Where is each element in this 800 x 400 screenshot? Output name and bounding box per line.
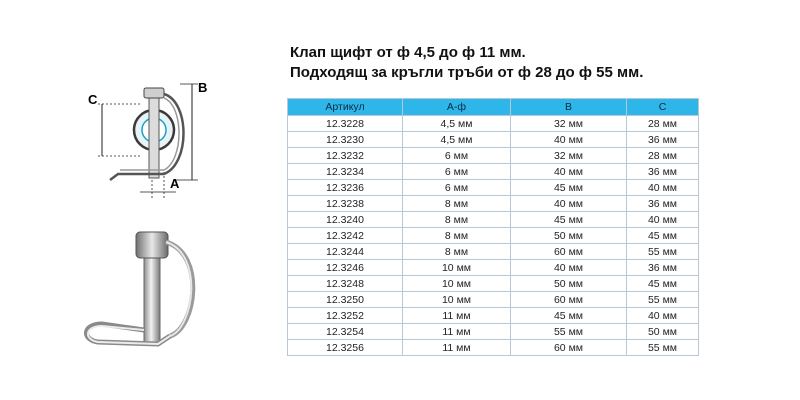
cell-a: 11 мм: [403, 340, 511, 356]
cell-b: 40 мм: [511, 260, 627, 276]
cell-a: 8 мм: [403, 212, 511, 228]
label-c: C: [88, 92, 98, 107]
cell-b: 40 мм: [511, 132, 627, 148]
label-b: B: [198, 80, 208, 95]
pin-body: [149, 90, 159, 178]
cell-a: 11 мм: [403, 308, 511, 324]
clip-pin-photo: [78, 224, 228, 374]
cell-b: 50 мм: [511, 276, 627, 292]
cell-b: 45 мм: [511, 308, 627, 324]
cell-a: 10 мм: [403, 276, 511, 292]
cell-a: 4,5 мм: [403, 132, 511, 148]
cell-a: 4,5 мм: [403, 116, 511, 132]
cell-c: 36 мм: [627, 196, 699, 212]
cell-b: 45 мм: [511, 180, 627, 196]
cell-b: 40 мм: [511, 196, 627, 212]
cell-article: 12.3228: [288, 116, 403, 132]
header-b: B: [511, 99, 627, 116]
cell-article: 12.3230: [288, 132, 403, 148]
cell-c: 28 мм: [627, 116, 699, 132]
product-photo: [78, 224, 228, 374]
cell-article: 12.3242: [288, 228, 403, 244]
table-row: [288, 324, 699, 340]
cell-a: 10 мм: [403, 292, 511, 308]
table-row: [288, 340, 699, 356]
header-article: Артикул: [288, 99, 403, 116]
cell-c: 40 мм: [627, 308, 699, 324]
label-a: A: [170, 176, 180, 191]
cell-b: 40 мм: [511, 164, 627, 180]
table-row: [288, 132, 699, 148]
table-row: [288, 244, 699, 260]
cell-c: 40 мм: [627, 212, 699, 228]
cell-article: 12.3238: [288, 196, 403, 212]
table-row: [288, 164, 699, 180]
cell-article: 12.3246: [288, 260, 403, 276]
cell-article: 12.3236: [288, 180, 403, 196]
cell-article: 12.3234: [288, 164, 403, 180]
cell-b: 32 мм: [511, 116, 627, 132]
cell-a: 8 мм: [403, 196, 511, 212]
cell-article: 12.3232: [288, 148, 403, 164]
cell-c: 45 мм: [627, 228, 699, 244]
cell-b: 60 мм: [511, 244, 627, 260]
cell-b: 50 мм: [511, 228, 627, 244]
table-row: [288, 228, 699, 244]
cell-c: 36 мм: [627, 164, 699, 180]
clip-pin-diagram: [80, 76, 220, 206]
table-row: [288, 308, 699, 324]
table-row: [288, 180, 699, 196]
cell-b: 55 мм: [511, 324, 627, 340]
cell-c: 28 мм: [627, 148, 699, 164]
header-a-diameter: А-ф: [403, 99, 511, 116]
cell-article: 12.3240: [288, 212, 403, 228]
cell-c: 50 мм: [627, 324, 699, 340]
header-c: C: [627, 99, 699, 116]
heading-line-1: Клап щифт от ф 4,5 до ф 11 мм.: [290, 44, 526, 61]
specs-table: [287, 98, 699, 356]
table-row: [288, 212, 699, 228]
table-row: [288, 276, 699, 292]
cell-b: 32 мм: [511, 148, 627, 164]
cell-c: 55 мм: [627, 292, 699, 308]
table-header-row: [288, 99, 699, 116]
cell-article: 12.3248: [288, 276, 403, 292]
product-heading: [290, 43, 643, 83]
cell-c: 55 мм: [627, 340, 699, 356]
cell-article: 12.3256: [288, 340, 403, 356]
cell-a: 6 мм: [403, 148, 511, 164]
cell-c: 45 мм: [627, 276, 699, 292]
cell-c: 55 мм: [627, 244, 699, 260]
heading-line-2: Подходящ за кръгли тръби от ф 28 до ф 55 мм.: [290, 64, 644, 81]
dimension-diagram: [80, 76, 220, 206]
cell-article: 12.3244: [288, 244, 403, 260]
table-row: [288, 196, 699, 212]
table-row: [288, 148, 699, 164]
cell-c: 40 мм: [627, 180, 699, 196]
cell-a: 8 мм: [403, 244, 511, 260]
cell-article: 12.3250: [288, 292, 403, 308]
cell-article: 12.3252: [288, 308, 403, 324]
cell-article: 12.3254: [288, 324, 403, 340]
cell-a: 10 мм: [403, 260, 511, 276]
cell-b: 45 мм: [511, 212, 627, 228]
table-row: [288, 260, 699, 276]
cell-b: 60 мм: [511, 292, 627, 308]
table-row: [288, 116, 699, 132]
cell-a: 11 мм: [403, 324, 511, 340]
cell-c: 36 мм: [627, 260, 699, 276]
table-row: [288, 292, 699, 308]
cell-a: 6 мм: [403, 164, 511, 180]
cell-c: 36 мм: [627, 132, 699, 148]
cell-a: 6 мм: [403, 180, 511, 196]
cell-b: 60 мм: [511, 340, 627, 356]
cell-a: 8 мм: [403, 228, 511, 244]
